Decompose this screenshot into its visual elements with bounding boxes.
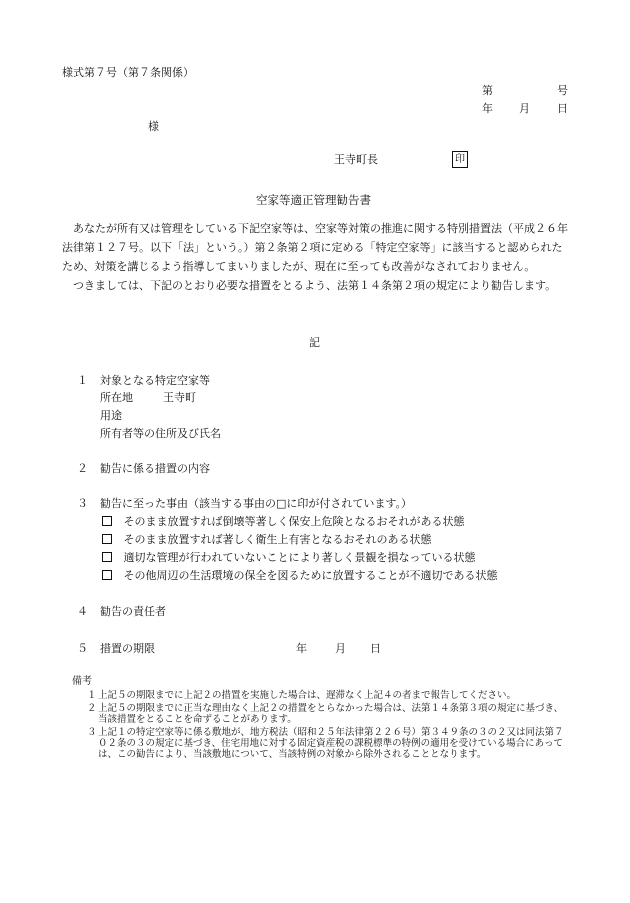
remark-number: ３ bbox=[87, 727, 97, 738]
location-label: 所在地 bbox=[100, 391, 133, 404]
checkbox-reason-1[interactable] bbox=[102, 516, 112, 526]
deadline-year: 年 bbox=[296, 642, 307, 655]
remark-text: 上記５の期限までに正当な理由なく上記２の措置をとらなかった場合は、法第１４条第３項の規定に基づき、当該措置をとることを命ずることがあります。 bbox=[98, 703, 564, 725]
remark-item bbox=[76, 703, 570, 725]
document-title: 空家等適正管理勧告書 bbox=[256, 193, 371, 207]
section1-title: 対象となる特定空家等 bbox=[100, 374, 210, 387]
reason-text-4: その他周辺の生活環境の保全を図るために放置することが不適切である状態 bbox=[123, 569, 498, 582]
remark-item bbox=[76, 727, 570, 760]
section4-title: 勧告の責任者 bbox=[100, 605, 166, 618]
section5-number: ５ bbox=[77, 642, 88, 655]
form-label: 様式第７号（第７条関係） bbox=[62, 66, 194, 79]
section1-number: １ bbox=[77, 374, 88, 387]
body-paragraph-1: あなたが所有又は管理をしている下記空家等は、空家等対策の推進に関する特別措置法（平成２６年法律第１２７号。以下「法」という。）第２条第２項に定める「特定空家等」に該当すると認められたため、対策を講じるよう指導してまいりましたが、現在に至っても改善がなされておりません。 bbox=[62, 222, 568, 273]
issuer: 王寺町長 bbox=[334, 153, 378, 166]
checkbox-reason-3[interactable] bbox=[102, 552, 112, 562]
reason-item-2 bbox=[102, 533, 432, 547]
date-day: 日 bbox=[557, 102, 568, 115]
checkbox-reason-2[interactable] bbox=[102, 534, 112, 544]
location-value: 王寺町 bbox=[163, 391, 196, 404]
remarks-heading: 備考 bbox=[72, 676, 92, 687]
seal-box: 印 bbox=[452, 151, 468, 168]
remark-text: 上記５の期限までに上記２の措置を実施した場合は、遅滞なく上記４の者まで報告してください。 bbox=[98, 690, 517, 701]
body-paragraph-2: つきましては、下記のとおり必要な措置をとるよう、法第１４条第２項の規定により勧告します。 bbox=[73, 279, 557, 292]
doc-number-go: 号 bbox=[557, 84, 568, 97]
date-year: 年 bbox=[482, 102, 493, 115]
use-label: 用途 bbox=[100, 409, 122, 422]
reason-item-1 bbox=[102, 515, 465, 529]
doc-number-dai: 第 bbox=[482, 84, 493, 97]
remark-item bbox=[76, 690, 570, 701]
remarks-list bbox=[76, 690, 570, 762]
owner-label: 所有者等の住所及び氏名 bbox=[100, 427, 221, 440]
body-text bbox=[62, 219, 570, 295]
ki-heading: 記 bbox=[309, 336, 320, 349]
reason-text-2: そのまま放置すれば著しく衛生上有害となるおそれのある状態 bbox=[123, 533, 432, 546]
section4-number: ４ bbox=[77, 605, 88, 618]
addressee-suffix: 様 bbox=[148, 120, 159, 133]
reason-text-1: そのまま放置すれば倒壊等著しく保安上危険となるおそれがある状態 bbox=[123, 515, 465, 528]
deadline-day: 日 bbox=[370, 642, 381, 655]
section3-title: 勧告に至った事由（該当する事由の□に印が付されています。） bbox=[100, 497, 413, 510]
reason-item-3 bbox=[102, 551, 476, 565]
section3-number: ３ bbox=[77, 497, 88, 510]
section2-number: ２ bbox=[77, 462, 88, 475]
date-month: 月 bbox=[519, 102, 530, 115]
section2-title: 勧告に係る措置の内容 bbox=[100, 462, 210, 475]
reason-item-4 bbox=[102, 569, 498, 583]
remark-number: １ bbox=[87, 690, 97, 701]
reason-text-3: 適切な管理が行われていないことにより著しく景観を損なっている状態 bbox=[123, 551, 476, 564]
remark-number: ２ bbox=[87, 703, 97, 714]
checkbox-reason-4[interactable] bbox=[102, 570, 112, 580]
remark-text: 上記１の特定空家等に係る敷地が、地方税法（昭和２５年法律第２２６号）第３４９条の３の２又は同法第７０２条の３の規定に基づき、住宅用地に対する固定資産税の課税標準の特例の適用を受けている場合にあっては、この勧告により、当該敷地について、当該特例の対象から除外されることとなります。 bbox=[98, 727, 564, 760]
deadline-month: 月 bbox=[335, 642, 346, 655]
section5-title: 措置の期限 bbox=[100, 642, 155, 655]
